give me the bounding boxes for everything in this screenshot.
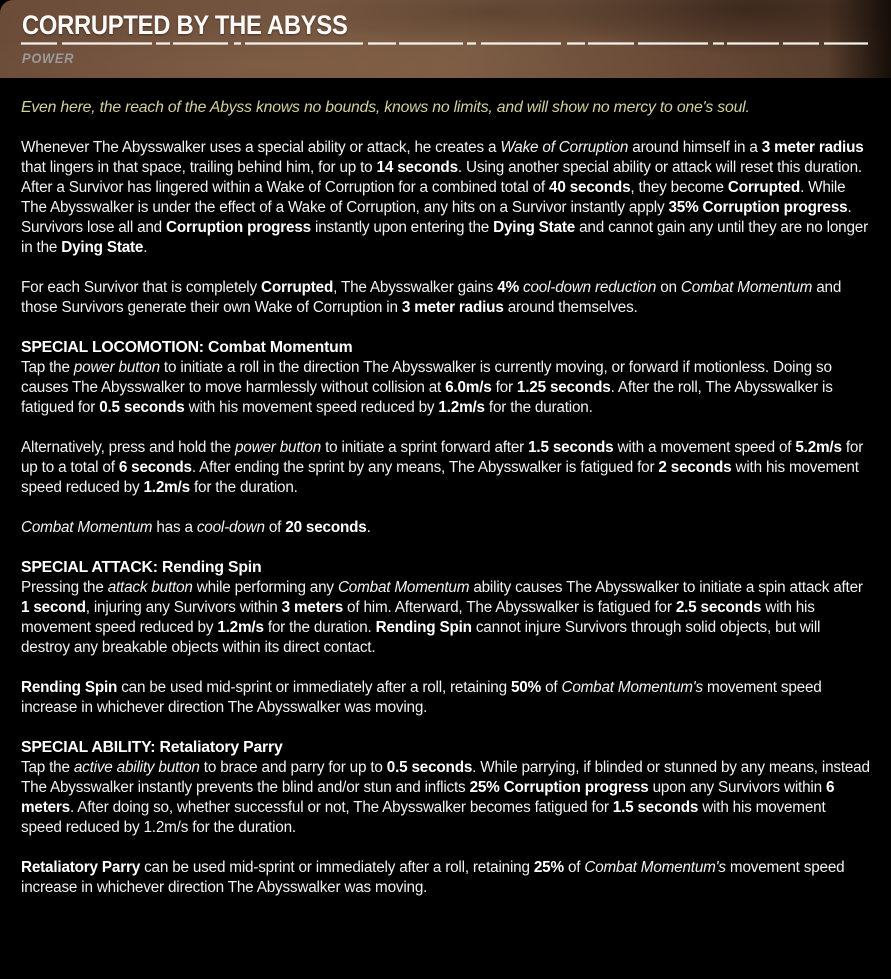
power-description-panel xyxy=(0,78,891,979)
flavor-text: Even here, the reach of the Abyss knows no bounds, knows no limits, and will show no mercy to one's soul. xyxy=(21,99,750,116)
section-heading: SPECIAL ABILITY: Retaliatory Parry xyxy=(21,739,283,756)
power-category-label: POWER xyxy=(22,51,75,66)
paragraph: Combat Momentum has a cool-down of 20 seconds. xyxy=(21,519,371,536)
paragraph: For each Survivor that is completely Corrupted, The Abysswalker gains 4% cool-down reduction on Combat Momentum and those Survivors generate their own Wake of Corruption in 3 meter radius around themselves. xyxy=(21,279,842,316)
power-header-banner xyxy=(0,0,891,78)
paragraph: Whenever The Abysswalker uses a special ability or attack, he creates a Wake of Corruption around himself in a 3 meter radius that lingers in that space, trailing behind him, for up to 14 seconds. Using another special ability or attack will reset this duration. After a Survivor has lingered within a Wake of Corruption for a combined total of 40 seconds, they become Corrupted. While The Abysswalker is under the effect of a Wake of Corruption, any hits on a Survivor instantly apply 35% Corruption progress. Survivors lose all and Corruption progress instantly upon entering the Dying State and cannot gain any until they are no longer in the Dying State. xyxy=(21,139,868,256)
header-divider-dashed-line xyxy=(21,42,868,45)
paragraph: Pressing the attack button while performing any Combat Momentum ability causes The Abysswalker to initiate a spin attack after 1 second, injuring any Survivors within 3 meters of him. Afterward, The Abysswalker is fatigued for 2.5 seconds with his movement speed reduced by 1.2m/s for the duration. Rending Spin cannot injure Survivors through solid objects, but will destroy any breakable objects within its direct contact. xyxy=(21,579,863,656)
paragraph: Rending Spin can be used mid-sprint or immediately after a roll, retaining 50% of Combat Momentum's movement speed increase in whichever direction The Abysswalker was moving. xyxy=(21,679,822,716)
paragraph: Alternatively, press and hold the power button to initiate a sprint forward after 1.5 seconds with a movement speed of 5.2m/s for up to a total of 6 seconds. After ending the sprint by any means, The Abysswalker is fatigued for 2 seconds with his movement speed reduced by 1.2m/s for the duration. xyxy=(21,439,864,496)
paragraph: Tap the power button to initiate a roll in the direction The Abysswalker is currently moving, or forward if motionless. Doing so causes The Abysswalker to move harmlessly without collision at 6.0m/s for 1.25 seconds. After the roll, The Abysswalker is fatigued for 0.5 seconds with his movement speed reduced by 1.2m/s for the duration. xyxy=(21,359,833,416)
paragraph: Retaliatory Parry can be used mid-sprint or immediately after a roll, retaining 25% of Combat Momentum's movement speed increase in whichever direction The Abysswalker was moving. xyxy=(21,859,845,896)
power-title: CORRUPTED BY THE ABYSS xyxy=(22,10,348,40)
section-heading: SPECIAL ATTACK: Rending Spin xyxy=(21,559,262,576)
power-description-body xyxy=(21,138,870,898)
section-heading: SPECIAL LOCOMOTION: Combat Momentum xyxy=(21,339,353,356)
paragraph: Tap the active ability button to brace and parry for up to 0.5 seconds. While parrying, if blinded or stunned by any means, instead The Abysswalker instantly prevents the blind and/or stun and inflicts 25% Corruption progress upon any Survivors within 6 meters. After doing so, whether successful or not, The Abysswalker becomes fatigued for 1.5 seconds with his movement speed reduced by 1.2m/s for the duration. xyxy=(21,759,870,836)
